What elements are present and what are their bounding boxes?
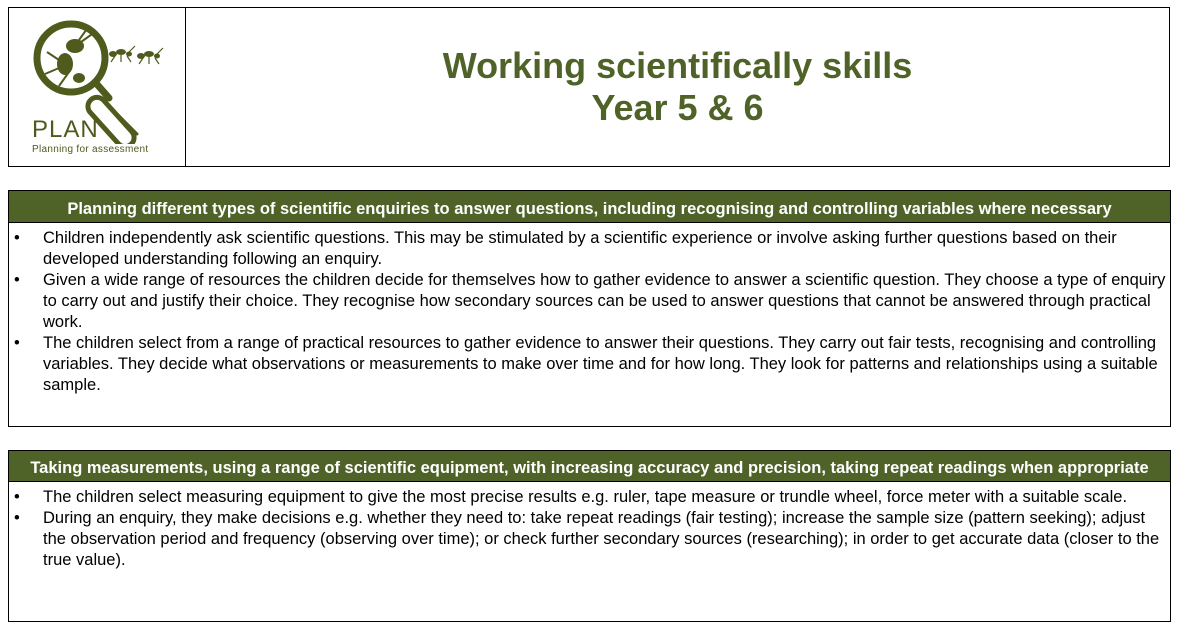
title-line-2: Year 5 & 6 bbox=[591, 87, 764, 128]
bullet-icon: • bbox=[14, 509, 20, 527]
logo-wordmark: PLAN bbox=[32, 116, 99, 143]
list-item-text: The children select measuring equipment to give the most precise results e.g. ruler, tape measure or trundle wheel, force meter with a suitable scale. bbox=[43, 488, 1128, 506]
bullet-icon: • bbox=[14, 271, 20, 289]
section-heading: Taking measurements, using a range of scientific equipment, with increasing accuracy and precision, taking repeat readings when appropriate bbox=[9, 451, 1170, 482]
section-heading: Planning different types of scientific enquiries to answer questions, including recognising and controlling variables where necessary bbox=[9, 191, 1170, 223]
list-item bbox=[9, 487, 1166, 508]
bullet-list bbox=[9, 482, 1170, 571]
list-item bbox=[9, 270, 1166, 333]
title-line-1: Working scientifically skills bbox=[442, 45, 913, 86]
list-item-text: Children independently ask scientific questions. This may be stimulated by a scientific experience or involve asking further questions based on their developed understanding following an enquiry. bbox=[43, 229, 1117, 268]
list-item bbox=[9, 228, 1166, 270]
list-item bbox=[9, 333, 1166, 396]
bullet-icon: • bbox=[14, 334, 20, 352]
page-title bbox=[186, 8, 1169, 166]
section-taking-measurements bbox=[8, 450, 1171, 622]
document-header bbox=[8, 7, 1170, 167]
bullet-icon: • bbox=[14, 488, 20, 506]
plan-logo bbox=[9, 8, 186, 166]
logo-tagline: Planning for assessment bbox=[32, 144, 149, 155]
list-item-text: Given a wide range of resources the children decide for themselves how to gather evidence to answer a scientific question. They choose a type of enquiry to carry out and justify their choice. They recognise how secondary sources can be used to answer questions that cannot be answered through practical work. bbox=[43, 271, 1166, 331]
bullet-icon: • bbox=[14, 229, 20, 247]
section-planning-enquiries bbox=[8, 190, 1171, 427]
list-item-text: During an enquiry, they make decisions e.g. whether they need to: take repeat readings (fair testing); increase the sample size (pattern seeking); adjust the observation period and frequency (observing over time); or check further secondary sources (researching); in order to get accurate data (closer to the true value). bbox=[43, 509, 1160, 569]
list-item-text: The children select from a range of practical resources to gather evidence to answer their questions. They carry out fair tests, recognising and controlling variables. They decide what observations or measurements to make over time and for how long. They look for patterns and relationships using a suitable sample. bbox=[43, 334, 1158, 394]
list-item bbox=[9, 508, 1166, 571]
bullet-list bbox=[9, 223, 1170, 396]
